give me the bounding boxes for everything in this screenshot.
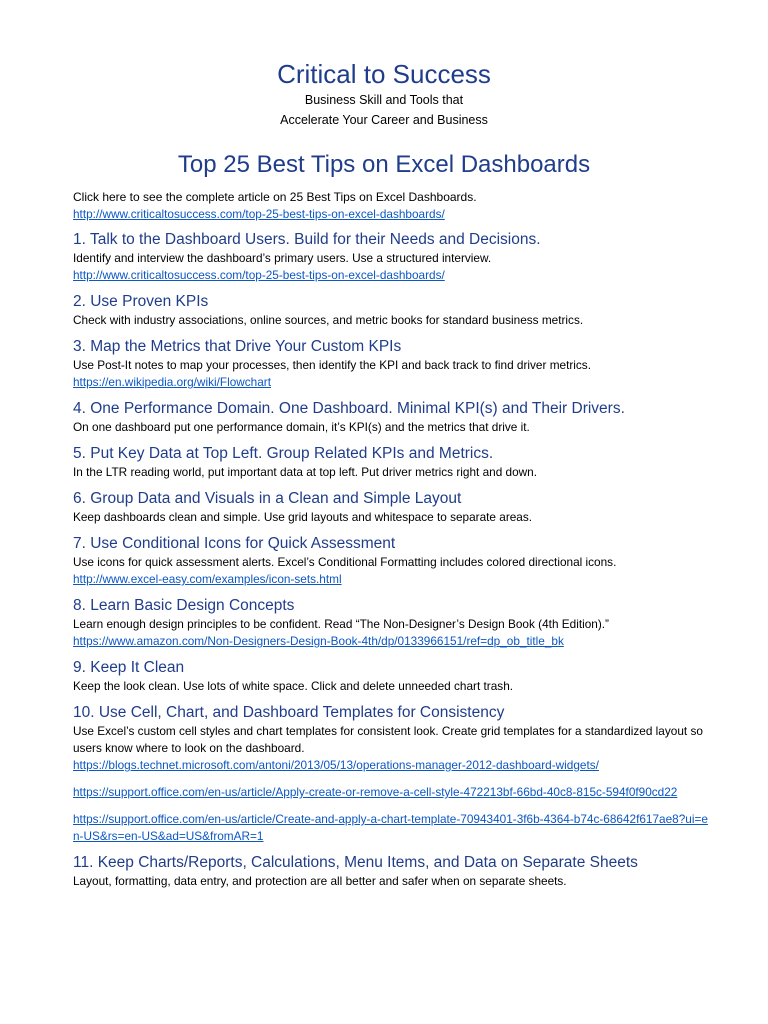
masthead (0, 58, 768, 130)
tip-text: Use Post-It notes to map your processes, then identify the KPI and back track to find driver metrics. (73, 358, 591, 372)
tip-link[interactable]: https://www.amazon.com/Non-Designers-Design-Book-4th/dp/0133966151/ref=dp_ob_title_bk (73, 634, 564, 648)
tip-heading: 6. Group Data and Visuals in a Clean and Simple Layout (73, 490, 462, 507)
tip-link[interactable]: http://www.criticaltosuccess.com/top-25-best-tips-on-excel-dashboards/ (73, 268, 445, 282)
intro-sentence: Click here to see the complete article on 25 Best Tips on Excel Dashboards. (73, 190, 477, 204)
tip-heading: 5. Put Key Data at Top Left. Group Related KPIs and Metrics. (73, 445, 494, 462)
tip-text: Keep dashboards clean and simple. Use grid layouts and whitespace to separate areas. (73, 510, 533, 524)
tip-link[interactable]: https://en.wikipedia.org/wiki/Flowchart (73, 375, 272, 389)
tip-text: Use Excel’s custom cell styles and chart templates for consistent look. Create grid templates for a standardized layout so users know where to look on the dashboard. (73, 724, 703, 755)
tip-item-9 (73, 658, 713, 695)
tip-text: Check with industry associations, online sources, and metric books for standard business metrics. (73, 313, 584, 327)
tip-heading: 7. Use Conditional Icons for Quick Assessment (73, 535, 396, 552)
tip-heading: 1. Talk to the Dashboard Users. Build for their Needs and Decisions. (73, 231, 541, 248)
tip-text: Learn enough design principles to be confident. Read “The Non-Designer’s Design Book (4th Edition).” (73, 617, 609, 631)
site-title: Critical to Success (277, 59, 491, 89)
tip-item-4 (73, 399, 713, 436)
tip-text: Identify and interview the dashboard’s primary users. Use a structured interview. (73, 251, 492, 265)
tagline-line-2: Accelerate Your Career and Business (280, 113, 488, 127)
tip-item-2 (73, 292, 713, 329)
tip-text: In the LTR reading world, put important data at top left. Put driver metrics right and down. (73, 465, 538, 479)
tip-heading: 11. Keep Charts/Reports, Calculations, Menu Items, and Data on Separate Sheets (73, 854, 638, 871)
tip-heading: 10. Use Cell, Chart, and Dashboard Templates for Consistency (73, 704, 505, 721)
tip-item-6 (73, 489, 713, 526)
tip-heading: 4. One Performance Domain. One Dashboard. Minimal KPI(s) and Their Drivers. (73, 400, 625, 417)
tip-item-11 (73, 853, 713, 890)
document-title: Top 25 Best Tips on Excel Dashboards (177, 151, 591, 178)
tip-heading: 3. Map the Metrics that Drive Your Custom KPIs (73, 338, 402, 355)
tip-link[interactable]: https://support.office.com/en-us/article/Create-and-apply-a-chart-template-70943401-3f6b-4364-b74c-68642f617ae8?ui=en-US&rs=en-US&ad=US&fromAR=1 (73, 812, 708, 843)
tip-item-10 (73, 703, 713, 845)
tip-text: Layout, formatting, data entry, and protection are all better and safer when on separate sheets. (73, 874, 567, 888)
tip-item-5 (73, 444, 713, 481)
tip-item-7 (73, 534, 713, 588)
document-content (73, 189, 713, 898)
tip-heading: 9. Keep It Clean (73, 659, 185, 676)
tip-item-8 (73, 596, 713, 650)
tip-item-1 (73, 230, 713, 284)
tip-link[interactable]: http://www.excel-easy.com/examples/icon-sets.html (73, 572, 342, 586)
tip-link[interactable]: https://support.office.com/en-us/article/Apply-create-or-remove-a-cell-style-472213bf-66bd-40c8-815c-594f0f90cd22 (73, 785, 678, 799)
tip-text: Use icons for quick assessment alerts. Excel’s Conditional Formatting includes colored directional icons. (73, 555, 617, 569)
tip-text: Keep the look clean. Use lots of white space. Click and delete unneeded chart trash. (73, 679, 514, 693)
tip-item-3 (73, 337, 713, 391)
tip-link[interactable]: https://blogs.technet.microsoft.com/antoni/2013/05/13/operations-manager-2012-dashboard-widgets/ (73, 758, 599, 772)
tip-text: On one dashboard put one performance domain, it’s KPI(s) and the metrics that drive it. (73, 420, 530, 434)
tip-heading: 8. Learn Basic Design Concepts (73, 597, 295, 614)
intro-text (73, 189, 713, 223)
intro-link[interactable]: http://www.criticaltosuccess.com/top-25-best-tips-on-excel-dashboards/ (73, 207, 445, 221)
tagline-line-1: Business Skill and Tools that (304, 93, 464, 107)
tip-heading: 2. Use Proven KPIs (73, 293, 209, 310)
